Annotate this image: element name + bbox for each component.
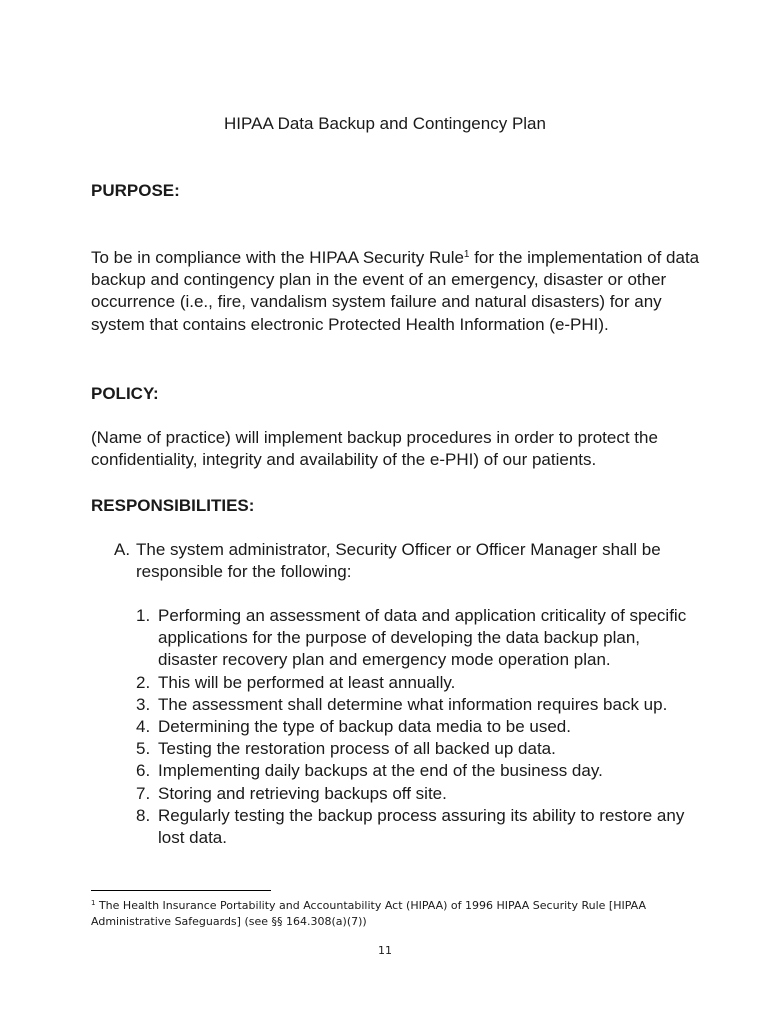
task-list <box>136 605 696 849</box>
footnote <box>91 898 691 930</box>
list-item-text: Implementing daily backups at the end of the business day. <box>158 761 603 781</box>
list-item-marker: 2. <box>136 672 151 692</box>
list-item-text: Determining the type of backup data media to be used. <box>158 717 571 737</box>
list-item-marker: 3. <box>136 694 151 714</box>
item-a-text: The system administrator, Security Officer or Officer Manager shall be responsible for the following: <box>136 540 661 582</box>
list-item-marker: 4. <box>136 717 151 737</box>
responsibility-item-a <box>114 539 704 583</box>
document-title: HIPAA Data Backup and Contingency Plan <box>224 114 546 133</box>
list-item-marker: 7. <box>136 783 151 803</box>
list-item <box>136 805 696 849</box>
list-item-text: Testing the restoration process of all backed up data. <box>158 739 556 759</box>
list-item-marker: 5. <box>136 739 151 759</box>
list-item <box>136 760 696 782</box>
page-number: 11 <box>378 944 392 957</box>
list-item <box>136 672 696 694</box>
list-item-text: The assessment shall determine what information requires back up. <box>158 694 668 714</box>
list-item <box>136 783 696 805</box>
list-item-marker: 8. <box>136 805 151 825</box>
purpose-text-start: To be in compliance with the HIPAA Security Rule <box>91 248 464 267</box>
purpose-heading: PURPOSE: <box>91 181 180 200</box>
item-a-marker: A. <box>114 540 131 559</box>
responsibilities-heading: RESPONSIBILITIES: <box>91 496 255 515</box>
list-item-text: Regularly testing the backup process assuring its ability to restore any lost data. <box>158 805 685 848</box>
list-item-text: This will be performed at least annually. <box>158 672 456 692</box>
footnote-marker: 1 <box>91 899 96 907</box>
footnote-text: The Health Insurance Portability and Accountability Act (HIPAA) of 1996 HIPAA Security Rule [HIPAA Administrative Safeguards] (see §§ 164.308(a)(7)) <box>91 899 646 928</box>
policy-heading: POLICY: <box>91 384 159 403</box>
list-item-text: Performing an assessment of data and application criticality of specific applications for the purpose of developing the data backup plan, disaster recovery plan and emergency mode operation plan. <box>158 606 687 670</box>
policy-paragraph: (Name of practice) will implement backup procedures in order to protect the confidentiality, integrity and availability of the e-PHI) of our patients. <box>91 428 658 470</box>
list-item <box>136 605 696 672</box>
purpose-paragraph <box>91 247 701 336</box>
list-item-text: Storing and retrieving backups off site. <box>158 783 447 803</box>
list-item <box>136 716 696 738</box>
purpose-text-end: for the implementation of data backup and contingency plan in the event of an emergency, disaster or other occurrence (i.e., fire, vandalism system failure and natural disasters) for any system that contains electronic Protected Health Information (e-PHI). <box>91 248 700 334</box>
list-item-marker: 1. <box>136 606 151 625</box>
list-item <box>136 694 696 716</box>
footnote-separator <box>91 890 271 891</box>
footnote-reference: 1 <box>463 249 470 260</box>
list-item <box>136 738 696 760</box>
list-item-marker: 6. <box>136 761 151 781</box>
